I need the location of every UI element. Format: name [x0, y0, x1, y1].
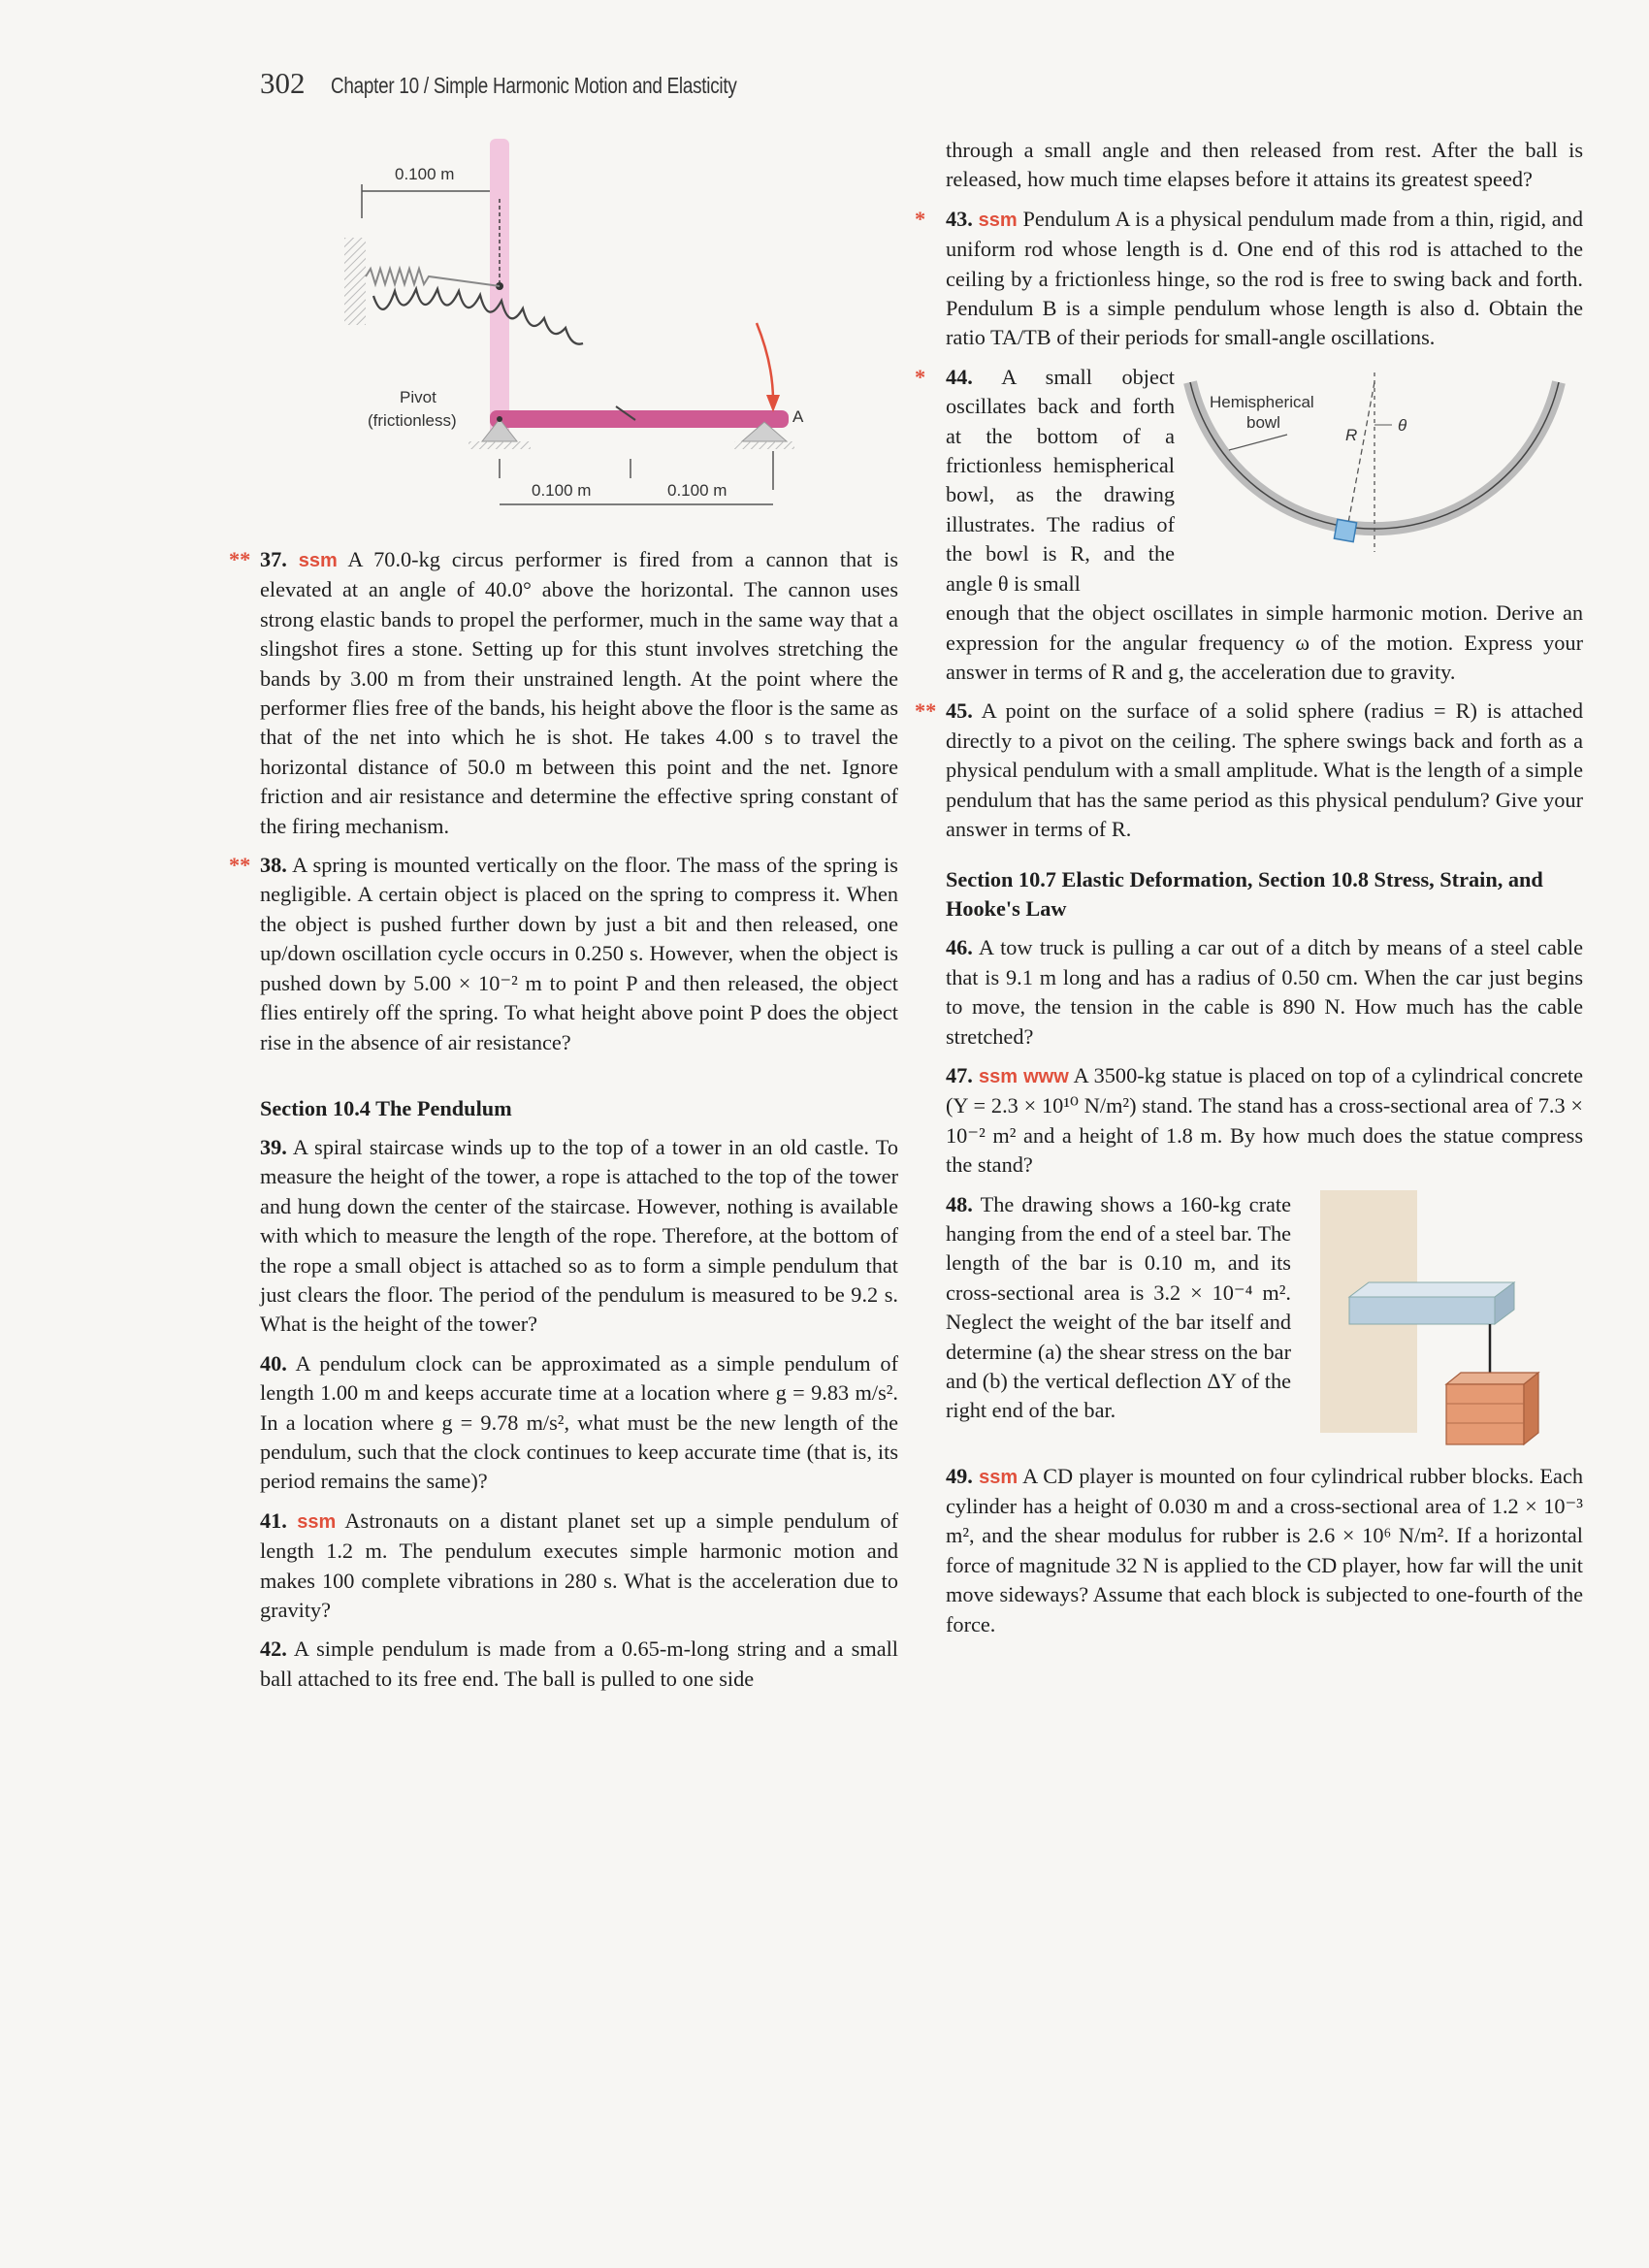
problem-38: ** 38. A spring is mounted vertically on the floor. The mass of the spring is negligible. A certain object is placed on the spring to compress it. When the object is pushed further down by just a bit and then released, one up/down oscillation cycle occurs in 0.250 s. However, when the object is pushed down by 5.00 × 10⁻² m to point P and then released, the object flies entirely off the spring. To what height above point P does the object rise in the absence of air resistance? — [229, 853, 898, 1054]
problem-42: 42. A simple pendulum is made from a 0.65-m-long string and a small ball attached to its free end. The ball is pulled to one side — [260, 1636, 898, 1691]
section-heading-elastic: Section 10.7 Elastic Deformation, Section 10.8 Stress, Strain, and Hooke's Law — [946, 867, 1543, 922]
frictionless-label: (frictionless) — [368, 411, 457, 430]
ssm-badge: ssm — [979, 1466, 1018, 1488]
ssm-badge: ssm — [978, 1065, 1018, 1087]
problem-44: * 44. A small object oscillates back and forth at the bottom of a frictionless hemispherical bowl, as the drawing illustrates. The radius of the bowl is R, and the angle θ is small Hemispherical bowl R θ enough that the object oscillates in simple harmonic motion. Derive an expression for the angular frequency ω of the motion. Express your answer in terms of R and g, the acceleration due to gravity. — [915, 364, 1583, 684]
problem-40: 40. A pendulum clock can be approximated as a simple pendulum of length 1.00 m and keeps accurate time at a location where g = 9.83 m/s². In a location where g = 9.78 m/s², what must be the new length of the pendulum, such that the clock continues to keep accurate time (that is, its period remains the same)? — [260, 1350, 898, 1494]
chapter-title: Chapter 10 / Simple Harmonic Motion and Elasticity — [330, 73, 737, 98]
long-spring — [373, 289, 583, 344]
problem-45: ** 45. A point on the surface of a solid sphere (radius = R) is attached directly to a pivot on the ceiling. The sphere swings back and forth as a physical pendulum with a small amplitude. What is the length of a simple pendulum that has the same period as this physical pendulum? Give your answer in terms of R. — [915, 698, 1583, 841]
spring-lever-figure — [344, 131, 820, 509]
problem-46: 46. A tow truck is pulling a car out of a ditch by means of a steel cable that is 9.1 m long and has a radius of 0.50 cm. When the car just begins to move, the tension in the cable is 890 N. How much has the cable stretched? — [946, 935, 1583, 1049]
page-number: 302 — [260, 66, 306, 100]
section-heading-pendulum: Section 10.4 The Pendulum — [260, 1095, 512, 1120]
problem-39: 39. A spiral staircase winds up to the top of a tower in an old castle. To measure the height of the tower, a rope is attached to the top of the tower and hung down the center of the staircase. However, nothing is available with which to measure the length of the rope. Therefore, at the bottom of the rope a small object is attached so as to form a simple pendulum that just clears the floor. The period of the pendulum is measured to be 9.2 s. What is the height of the tower? — [260, 1134, 898, 1337]
ssm-badge: ssm — [298, 550, 338, 571]
problem-48: 48. The drawing shows a 160-kg crate hanging from the end of a steel bar. The length of the bar is 0.10 m, and its cross-sectional area is 3.2 × 10⁻⁴ m². Neglect the weight of the bar itself and determine (a) the shear stress on the bar and (b) the vertical deflection ΔY of the right end of the bar. — [946, 1190, 1583, 1452]
crate — [1446, 1373, 1538, 1384]
force-arrow — [757, 323, 773, 401]
steel-bar-crate-figure — [1301, 1190, 1582, 1452]
lever-rod — [490, 410, 789, 428]
problem-47: 47. ssm www A 3500-kg statue is placed on top of a cylindrical concrete (Y = 2.3 × 10¹⁰ N/m²) stand. The stand has a cross-sectional area of 7.3 × 10⁻² m² and a height of 1.8 m. By how much does the statue compress the stand? — [946, 1062, 1584, 1178]
top-dimension-label: 0.100 m — [395, 165, 455, 183]
small-object — [1334, 519, 1356, 541]
problem-49: 49. ssm A CD player is mounted on four cylindrical rubber blocks. Each cylinder has a height of 0.030 m and a cross-sectional area of 1.2 × 10⁻³ m², and the shear modulus for rubber is 2.6 × 10⁶ N/m². If a horizontal force of magnitude 32 N is applied to the CD player, how far will the unit move sideways? Assume that each block is subjected to one-fourth of the force. — [946, 1463, 1583, 1636]
dimension-a-label: 0.100 m — [532, 481, 592, 500]
page-header — [260, 66, 825, 101]
www-badge: www — [1023, 1065, 1069, 1087]
wall — [344, 238, 366, 325]
dimension-b-label: 0.100 m — [667, 481, 728, 500]
pivot-label: Pivot — [400, 388, 436, 406]
problem-42-continued: through a small angle and then released from rest. After the ball is released, how much time elapses before it attains its greatest speed? — [946, 138, 1583, 192]
ssm-badge: ssm — [978, 209, 1018, 231]
right-column — [915, 136, 1584, 1649]
left-column — [229, 545, 898, 1703]
bowl-label-line2: bowl — [1246, 412, 1280, 432]
problem-37: ** 37. ssm A 70.0-kg circus performer is fired from a cannon that is elevated at an angle of 40.0° above the horizontal. The cannon uses strong elastic bands to propel the performer, much in the same way that a slingshot fires a stone. Setting up for this stunt involves stretching the bands by 3.00 m from their unstrained length. At the point where the performer flies free of the bands, his height above the floor is the same as that of the net into which he is shot. He takes 4.00 s to travel the horizontal distance of 50.0 m between this point and the net. Ignore friction and air resistance and determine the effective spring constant of the firing mechanism. — [229, 547, 898, 838]
theta-label: θ — [1398, 415, 1407, 435]
bowl-label-line1: Hemispherical — [1210, 392, 1314, 411]
radius-label: R — [1345, 425, 1358, 444]
problem-41: 41. ssm Astronauts on a distant planet set up a simple pendulum of length 1.2 m. The pendulum executes simple harmonic motion and makes 100 complete vibrations in 280 s. What is the acceleration due to gravity? — [260, 1507, 898, 1622]
hemispherical-bowl-figure — [1171, 363, 1578, 586]
steel-bar — [1349, 1282, 1514, 1297]
point-a-label: A — [792, 407, 804, 426]
ssm-badge: ssm — [297, 1510, 337, 1533]
compressed-spring — [366, 269, 500, 286]
problem-43: * 43. ssm Pendulum A is a physical pendulum made from a thin, rigid, and uniform rod whose length is d. One end of this rod is attached to the ceiling by a frictionless hinge, so the rod is free to swing back and forth. Pendulum B is a simple pendulum whose length is also d. Obtain the ratio TA/TB of their periods for small-angle oscillations. — [915, 206, 1583, 350]
